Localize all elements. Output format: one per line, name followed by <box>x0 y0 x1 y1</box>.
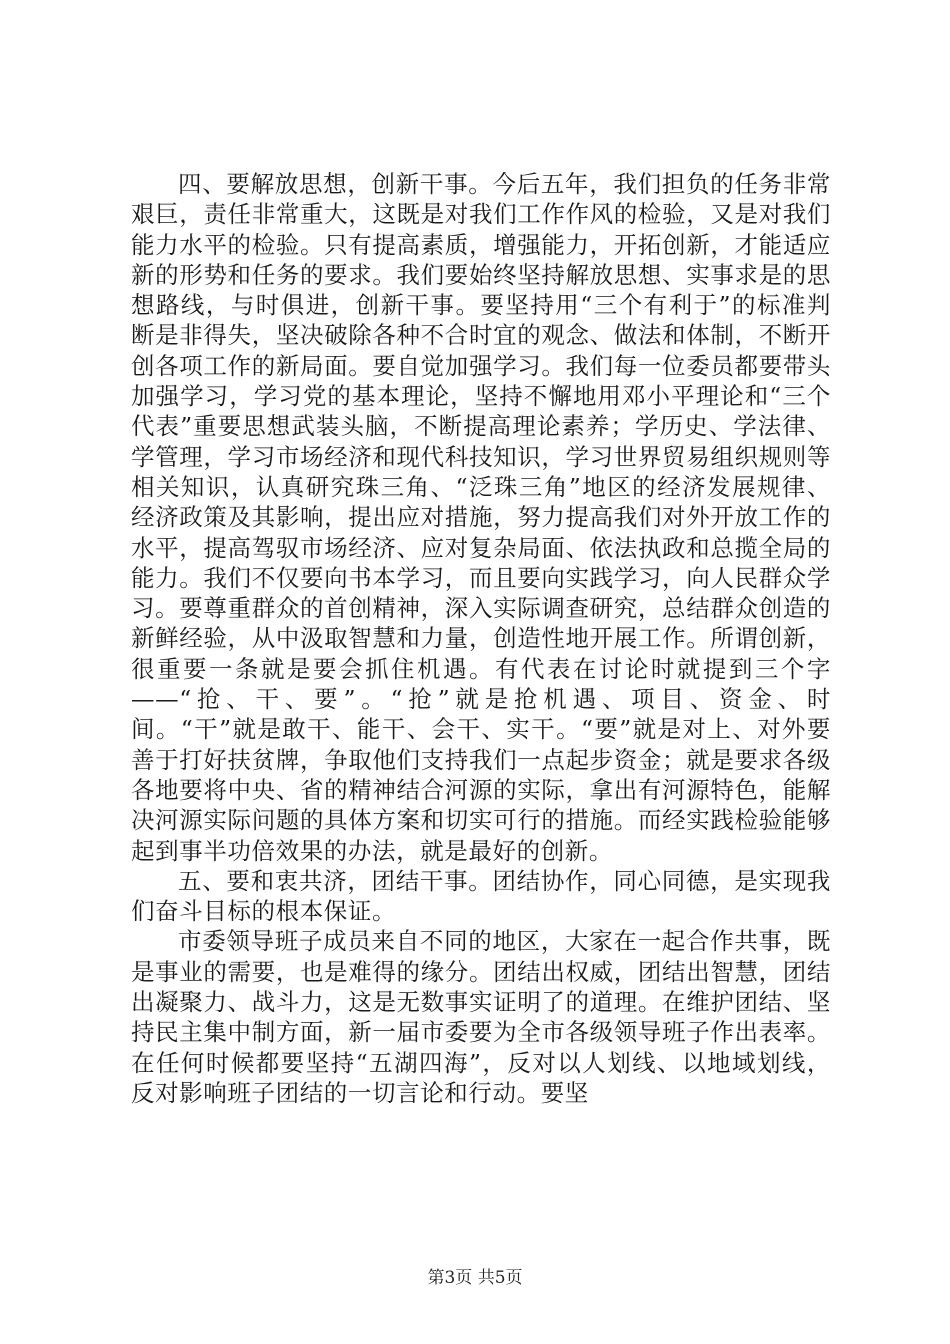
paragraph-section-five: 五、要和衷共济，团结干事。团结协作，同心同德，是实现我们奋斗目标的根本保证。 <box>131 866 831 926</box>
paragraph-unity: 市委领导班子成员来自不同的地区，大家在一起合作共事，既是事业的需要，也是难得的缘分。团结出权威，团结出智慧，团结出凝聚力、战斗力，这是无数事实证明了的道理。在维护团结、坚持民主集中制方面，新一届市委要为全市各级领导班子作出表率。在任何时候都要坚持“五湖四海”，反对以人划线、以地域划线，反对影响班子团结的一切言论和行动。要坚 <box>131 927 831 1107</box>
paragraph-section-four: 四、要解放思想，创新干事。今后五年，我们担负的任务非常艰巨，责任非常重大，这既是对我们工作作风的检验，又是对我们能力水平的检验。只有提高素质，增强能力，开拓创新，才能适应新的形势和任务的要求。我们要始终坚持解放思想、实事求是的思想路线，与时俱进，创新干事。要坚持用“三个有利于”的标准判断是非得失，坚决破除各种不合时宜的观念、做法和体制，不断开创各项工作的新局面。要自觉加强学习。我们每一位委员都要带头加强学习，学习党的基本理论，坚持不懈地用邓小平理论和“三个代表”重要思想武装头脑，不断提高理论素养；学历史、学法律、学管理，学习市场经济和现代科技知识，学习世界贸易组织规则等相关知识，认真研究珠三角、“泛珠三角”地区的经济发展规律、经济政策及其影响，提出应对措施，努力提高我们对外开放工作的水平，提高驾驭市场经济、应对复杂局面、依法执政和总揽全局的能力。我们不仅要向书本学习，而且要向实践学习，向人民群众学习。要尊重群众的首创精神，深入实际调查研究，总结群众创造的新鲜经验，从中汲取智慧和力量，创造性地开展工作。所谓创新，很重要一条就是要会抓住机遇。有代表在讨论时就提到三个字——“抢、干、要”。“抢”就是抢机遇、项目、资金、时间。“干”就是敢干、能干、会干、实干。“要”就是对上、对外要善于打好扶贫牌，争取他们支持我们一点起步资金；就是要求各级各地要将中央、省的精神结合河源的实际，拿出有河源特色，能解决河源实际问题的具体方案和切实可行的措施。而经实践检验能够起到事半功倍效果的办法，就是最好的创新。 <box>131 170 831 865</box>
page-number-footer: 第3页 共5页 <box>427 1268 523 1288</box>
document-body <box>131 169 831 1108</box>
